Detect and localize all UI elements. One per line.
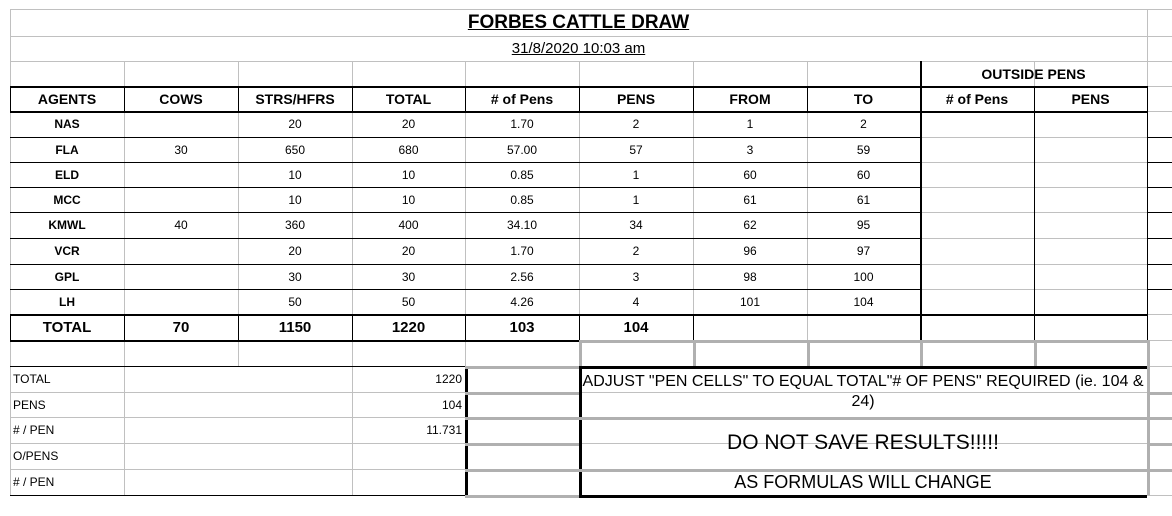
cell-num-pens[interactable]: 1.70 bbox=[510, 244, 534, 258]
summary-label[interactable]: TOTAL bbox=[13, 372, 51, 386]
cell-pens[interactable]: 3 bbox=[632, 269, 640, 284]
grid-line bbox=[1147, 340, 1150, 366]
cell-strs[interactable]: 20 bbox=[288, 117, 302, 131]
cell-cows[interactable] bbox=[124, 289, 238, 314]
cell-outside-pens[interactable] bbox=[1034, 187, 1147, 212]
cell-to[interactable]: 95 bbox=[856, 218, 871, 232]
cell-outside-num-pens[interactable] bbox=[920, 137, 1034, 162]
summary-value[interactable] bbox=[352, 443, 465, 469]
cell-to[interactable]: 61 bbox=[856, 192, 871, 207]
total-num-pens[interactable]: 103 bbox=[509, 318, 535, 336]
cell-num-pens[interactable]: 4.26 bbox=[510, 294, 534, 309]
cell-agent[interactable]: VCR bbox=[54, 244, 80, 258]
grid-line bbox=[465, 469, 579, 472]
total-cows[interactable]: 70 bbox=[172, 318, 190, 336]
total-total[interactable]: 1220 bbox=[391, 318, 426, 336]
column-header-outside-pens[interactable]: PENS bbox=[1071, 90, 1110, 107]
cell-outside-num-pens[interactable] bbox=[920, 212, 1034, 238]
cell-from[interactable]: 98 bbox=[743, 269, 757, 284]
grid-line bbox=[465, 366, 579, 369]
cell-cows[interactable] bbox=[124, 111, 238, 137]
cell-outside-pens[interactable] bbox=[1034, 238, 1147, 264]
column-header-outside-num-pens[interactable]: # of Pens bbox=[945, 90, 1009, 107]
sheet-date[interactable]: 31/8/2020 10:03 am bbox=[511, 40, 646, 57]
cell-pens[interactable]: 34 bbox=[629, 218, 643, 232]
cell-outside-num-pens[interactable] bbox=[920, 111, 1034, 137]
grid-line bbox=[1147, 86, 1148, 340]
cell-total[interactable]: 30 bbox=[401, 269, 416, 284]
cell-to[interactable]: 60 bbox=[856, 167, 871, 182]
cell-strs[interactable]: 10 bbox=[288, 167, 302, 182]
cell-total[interactable]: 10 bbox=[401, 167, 416, 182]
cell-cows[interactable] bbox=[124, 238, 238, 264]
sheet-title[interactable]: FORBES CATTLE DRAW bbox=[467, 11, 690, 33]
grid-line bbox=[10, 495, 465, 496]
cell-outside-pens[interactable] bbox=[1034, 212, 1147, 238]
grid-line bbox=[1147, 443, 1172, 446]
cell-outside-pens[interactable] bbox=[1034, 111, 1147, 137]
cell-total[interactable]: 20 bbox=[401, 117, 416, 131]
grid-line bbox=[693, 314, 694, 340]
cell-pens[interactable]: 57 bbox=[629, 142, 643, 157]
grid-line bbox=[1147, 417, 1172, 420]
cell-total[interactable]: 50 bbox=[401, 294, 416, 309]
cell-agent[interactable]: NAS bbox=[54, 117, 80, 131]
cell-agent[interactable]: FLA bbox=[55, 142, 79, 157]
cell-pens[interactable]: 2 bbox=[632, 244, 640, 258]
cell-agent[interactable]: KMWL bbox=[48, 218, 86, 232]
column-header-cows[interactable]: COWS bbox=[159, 90, 203, 107]
cell-num-pens[interactable]: 2.56 bbox=[510, 269, 534, 284]
column-header-to[interactable]: TO bbox=[853, 90, 874, 107]
summary-value[interactable]: 104 bbox=[441, 397, 462, 412]
grid-line bbox=[1147, 264, 1172, 265]
summary-value[interactable] bbox=[352, 469, 465, 495]
cell-num-pens[interactable]: 0.85 bbox=[510, 192, 534, 207]
summary-value[interactable]: 11.731 bbox=[426, 423, 462, 437]
cell-outside-num-pens[interactable] bbox=[920, 162, 1034, 187]
cell-from[interactable]: 60 bbox=[743, 167, 757, 182]
cell-to[interactable]: 59 bbox=[856, 142, 871, 157]
cell-outside-num-pens[interactable] bbox=[920, 187, 1034, 212]
grid-line bbox=[1147, 392, 1172, 395]
cell-strs[interactable]: 30 bbox=[288, 269, 302, 284]
cell-cows[interactable] bbox=[124, 187, 238, 212]
cell-strs[interactable]: 10 bbox=[288, 192, 302, 207]
note-formulas-change[interactable]: AS FORMULAS WILL CHANGE bbox=[734, 471, 992, 492]
cell-pens[interactable]: 1 bbox=[632, 167, 640, 182]
cell-to[interactable]: 2 bbox=[860, 117, 867, 131]
grid-line bbox=[124, 366, 125, 495]
total-label[interactable]: TOTAL bbox=[42, 318, 92, 336]
cell-total[interactable]: 680 bbox=[398, 142, 419, 157]
cell-from[interactable]: 62 bbox=[743, 218, 757, 232]
cell-cows[interactable]: 40 bbox=[174, 218, 188, 232]
cell-agent[interactable]: ELD bbox=[55, 167, 79, 182]
grid-line bbox=[1147, 289, 1172, 290]
cell-total[interactable]: 400 bbox=[398, 218, 419, 232]
cell-agent[interactable]: LH bbox=[59, 294, 75, 309]
cell-pens[interactable]: 4 bbox=[632, 294, 640, 309]
cell-num-pens[interactable]: 34.10 bbox=[506, 218, 538, 232]
total-strs[interactable]: 1150 bbox=[278, 318, 312, 336]
summary-label[interactable]: O/PENS bbox=[13, 449, 59, 463]
summary-value[interactable]: 1220 bbox=[435, 372, 462, 386]
grid-line bbox=[1147, 366, 1150, 495]
grid-line bbox=[579, 340, 582, 366]
cell-strs[interactable]: 650 bbox=[284, 142, 306, 157]
grid-line bbox=[465, 392, 579, 395]
cell-from[interactable]: 61 bbox=[743, 192, 757, 207]
cell-agent[interactable]: MCC bbox=[53, 192, 81, 207]
cell-from[interactable]: 3 bbox=[746, 142, 754, 157]
cell-outside-pens[interactable] bbox=[1034, 264, 1147, 289]
cell-from[interactable]: 96 bbox=[743, 244, 757, 258]
outside-pens-header[interactable]: OUTSIDE PENS bbox=[981, 65, 1086, 82]
cell-outside-num-pens[interactable] bbox=[920, 264, 1034, 289]
grid-line bbox=[465, 443, 579, 446]
grid-line bbox=[1147, 162, 1172, 163]
note-adjust-pens[interactable]: ADJUST "PEN CELLS" TO EQUAL TOTAL"# OF PENS" REQUIRED (ie. 104 & 24) bbox=[582, 372, 1144, 410]
grid-line bbox=[1147, 212, 1172, 213]
grid-line bbox=[1147, 187, 1172, 188]
note-do-not-save[interactable]: DO NOT SAVE RESULTS!!!!! bbox=[727, 431, 999, 454]
cell-cows[interactable] bbox=[124, 162, 238, 187]
column-header-strs-hfrs[interactable]: STRS/HFRS bbox=[255, 90, 335, 107]
cell-pens[interactable]: 2 bbox=[632, 117, 640, 131]
column-header-num-pens[interactable]: # of Pens bbox=[490, 90, 554, 107]
grid-line bbox=[465, 417, 579, 420]
cell-strs[interactable]: 50 bbox=[288, 294, 302, 309]
grid-line bbox=[465, 366, 468, 495]
cell-num-pens[interactable]: 57.00 bbox=[506, 142, 538, 157]
cell-to[interactable]: 97 bbox=[856, 244, 871, 258]
cell-cows[interactable] bbox=[124, 264, 238, 289]
cell-total[interactable]: 10 bbox=[401, 192, 416, 207]
grid-line bbox=[1034, 340, 1037, 366]
cell-outside-pens[interactable] bbox=[1034, 137, 1147, 162]
grid-line bbox=[807, 340, 810, 366]
column-header-total[interactable]: TOTAL bbox=[385, 90, 432, 107]
cell-num-pens[interactable]: 1.70 bbox=[510, 117, 534, 131]
cell-outside-num-pens[interactable] bbox=[920, 289, 1034, 314]
column-header-agents[interactable]: AGENTS bbox=[37, 90, 97, 107]
grid-line bbox=[1147, 238, 1172, 239]
cell-cows[interactable]: 30 bbox=[174, 142, 188, 157]
cell-from[interactable]: 1 bbox=[746, 117, 754, 131]
summary-label[interactable]: # / PEN bbox=[13, 423, 55, 437]
cell-from[interactable]: 101 bbox=[739, 294, 761, 309]
cell-outside-num-pens[interactable] bbox=[920, 238, 1034, 264]
grid-line bbox=[920, 340, 923, 366]
cell-to[interactable]: 100 bbox=[853, 269, 874, 284]
grid-line bbox=[579, 340, 1147, 343]
grid-line bbox=[1147, 137, 1172, 138]
cell-pens[interactable]: 1 bbox=[632, 192, 640, 207]
cell-outside-pens[interactable] bbox=[1034, 162, 1147, 187]
summary-label[interactable]: PENS bbox=[13, 397, 46, 412]
cell-to[interactable]: 104 bbox=[853, 294, 874, 309]
total-pens[interactable]: 104 bbox=[623, 318, 649, 336]
summary-label[interactable]: # / PEN bbox=[13, 475, 55, 489]
grid-line bbox=[1147, 469, 1172, 472]
column-header-pens[interactable]: PENS bbox=[616, 90, 656, 107]
cell-total[interactable]: 20 bbox=[401, 244, 416, 258]
grid-line bbox=[579, 495, 1147, 498]
cell-strs[interactable]: 360 bbox=[284, 218, 306, 232]
cell-agent[interactable]: GPL bbox=[54, 269, 80, 284]
grid-line bbox=[10, 340, 579, 342]
cell-outside-pens[interactable] bbox=[1034, 289, 1147, 314]
column-header-from[interactable]: FROM bbox=[729, 90, 771, 107]
cell-strs[interactable]: 20 bbox=[288, 244, 302, 258]
cell-num-pens[interactable]: 0.85 bbox=[510, 167, 534, 182]
grid-line bbox=[693, 340, 696, 366]
